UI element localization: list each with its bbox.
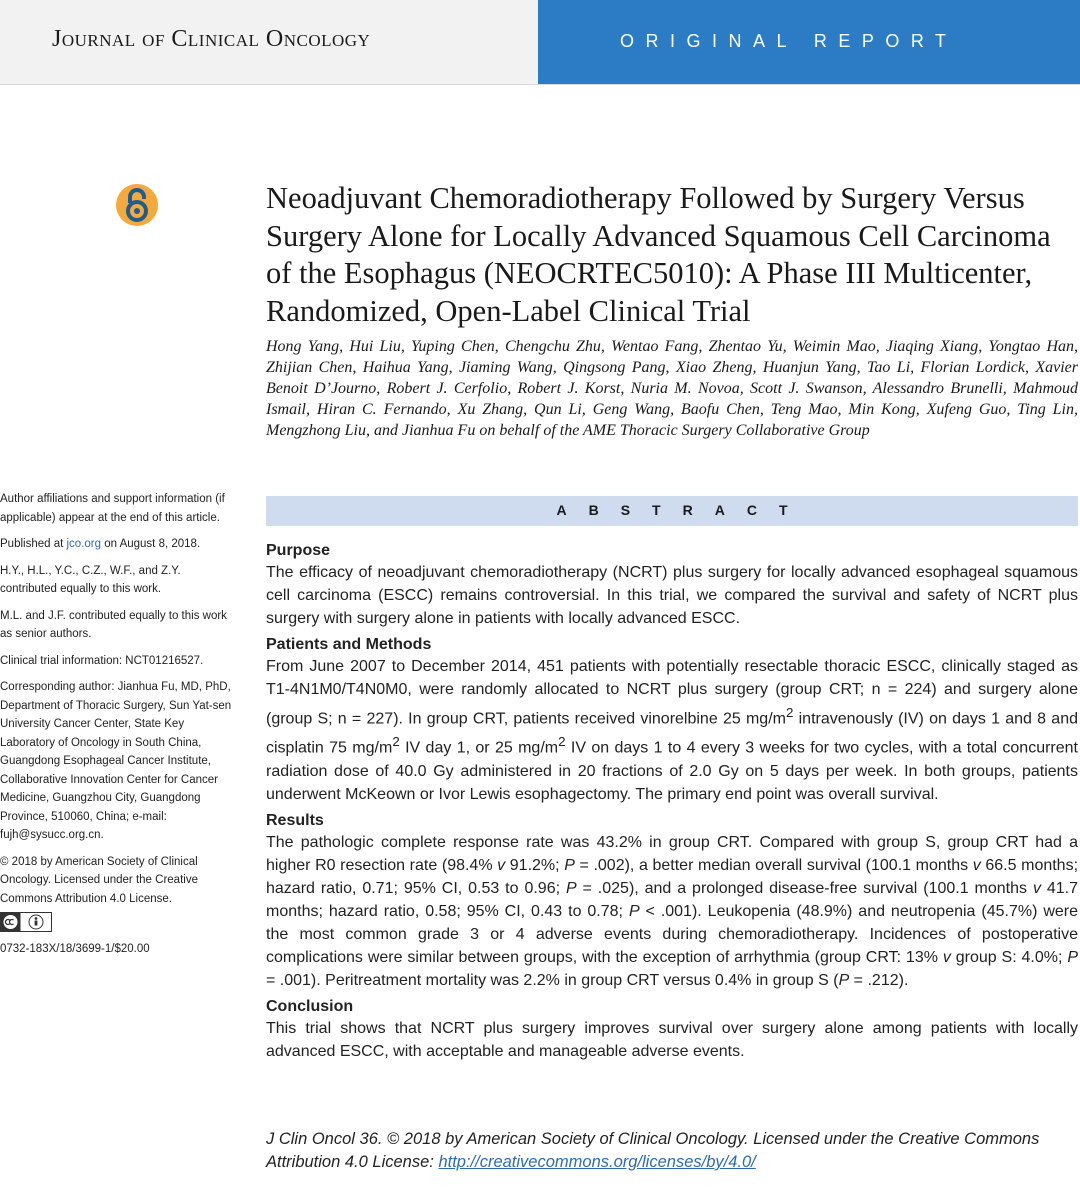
article-sidebar bbox=[0, 490, 232, 967]
trial-info: Clinical trial information: NCT01216527. bbox=[0, 654, 204, 667]
versus-symbol: v bbox=[497, 856, 506, 874]
affiliations-note: Author affiliations and support information (if applicable) appear at the end of this article. bbox=[0, 493, 225, 524]
results-part: group S: 4.0%; bbox=[950, 948, 1068, 966]
published-suffix: on August 8, 2018. bbox=[101, 538, 201, 550]
superscript: 2 bbox=[392, 734, 400, 750]
results-part: < .001). Leukopenia (48.9%) and neutropenia (45.7%) were the most common grade 3 or 4 adverse events during chemoradiotherapy. Incidences of postoperative complications were similar between groups, with the exception of arrhythmia (group CRT: 13% bbox=[266, 902, 1079, 966]
abstract-header-bar bbox=[266, 496, 1078, 526]
jco-link[interactable]: jco.org bbox=[66, 538, 102, 550]
results-part: = .002), a better median overall survival (100.1 months bbox=[574, 856, 973, 874]
journal-name: Journal of Clinical Oncology bbox=[52, 26, 371, 52]
versus-symbol: v bbox=[942, 948, 951, 966]
p-symbol: P bbox=[838, 971, 850, 989]
header-divider bbox=[0, 84, 1080, 85]
methods-part: intravenously (IV) on days 1 and 8 and cisplatin 75 mg/m bbox=[266, 710, 1078, 757]
methods-heading: Patients and Methods bbox=[266, 636, 432, 653]
journal-header bbox=[0, 0, 1080, 84]
methods-part: IV day 1, or 25 mg/m bbox=[399, 739, 559, 757]
methods-text bbox=[266, 655, 1078, 806]
senior-authors-note: M.L. and J.F. contributed equally to this work as senior authors. bbox=[0, 609, 227, 640]
citation-text: J Clin Oncol 36. © 2018 by American Society of Clinical Oncology. Licensed under the Creative Commons Attribution 4.0 License: bbox=[266, 1130, 1040, 1171]
open-access-icon bbox=[115, 183, 159, 227]
abstract-label: ABSTRACT bbox=[556, 502, 810, 518]
results-heading: Results bbox=[266, 811, 324, 829]
versus-symbol: v bbox=[972, 856, 981, 874]
corresponding-author: Corresponding author: Jianhua Fu, MD, PhD, Department of Thoracic Surgery, Sun Yat-sen University Cancer Center, State Key Laboratory of Oncology in South China, Guangdong Esophageal Cancer Institute, Collaborative Innovation Center for Cancer Medicine, Guangzhou City, Guangdong Province, 510060, China; e-mail: fujh@sysucc.org.cn. bbox=[0, 681, 232, 841]
citation-footer bbox=[266, 1128, 1078, 1174]
results-part: 91.2%; bbox=[505, 856, 565, 874]
p-symbol: P bbox=[1067, 948, 1079, 966]
methods-part: IV on days 1 to 4 every 3 weeks for two cycles, with a total concurrent radiation dose of 40.0 Gy administered in 20 fractions of 2.0 Gy on 5 days per week. In both groups, patients underwent McKeown or Ivor Lewis esophagectomy. The primary end point was overall survival. bbox=[266, 739, 1078, 803]
published-prefix: Published at bbox=[0, 538, 67, 550]
article-title: Neoadjuvant Chemoradiotherapy Followed by Surgery Versus Surgery Alone for Locally Advanced Squamous Cell Carcinoma of the Esophagus (NEOCRTEC5010): A Phase III Multicenter, Randomized, Open-Label Clinical Trial bbox=[266, 181, 1051, 328]
report-type-label: ORIGINAL REPORT bbox=[620, 31, 958, 51]
superscript: 2 bbox=[785, 705, 794, 720]
conclusion-heading: Conclusion bbox=[266, 997, 354, 1015]
author-list: Hong Yang, Hui Liu, Yuping Chen, Chengchu Zhu, Wentao Fang, Zhentao Yu, Weimin Mao, Jiaqing Xiang, Yongtao Han, Zhijian Chen, Haihua Yang, Jiaming Wang, Qingsong Pang, Xiao Zheng, Huanjun Yang, Tao Li, Florian Lordick, Xavier Benoit D’Journo, Robert J. Cerfolio, Robert J. Korst, Nuria M. Novoa, Scott J. Swanson, Alessandro Brunelli, Mahmoud Ismail, Hiran C. Fernando, Xu Zhang, Qun Li, Geng Wang, Baofu Chen, Teng Mao, Min Kong, Xufeng Guo, Ting Lin, Mengzhong Liu, and Jianhua Fu on behalf of the AME Thoracic Surgery Collaborative Group bbox=[266, 338, 1078, 439]
published-note bbox=[0, 535, 232, 554]
results-text bbox=[266, 831, 1078, 992]
header-left-panel bbox=[0, 0, 538, 84]
doi-code: 0732-183X/18/3699-1/$20.00 bbox=[0, 943, 150, 955]
versus-symbol: v bbox=[1032, 879, 1041, 897]
abstract-body bbox=[266, 540, 1078, 1067]
license-link[interactable]: http://creativecommons.org/licenses/by/4.0/ bbox=[438, 1153, 756, 1171]
purpose-text: The efficacy of neoadjuvant chemoradiotherapy (NCRT) plus surgery for locally advanced esophageal squamous cell carcinoma (ESCC) remains controversial. In this trial, we compared the survival and safety of NCRT plus surgery with surgery alone in patients with locally advanced ESCC. bbox=[266, 564, 1078, 627]
equal-contribution-note: H.Y., H.L., Y.C., C.Z., W.F., and Z.Y. contributed equally to this work. bbox=[0, 564, 181, 595]
p-symbol: P bbox=[564, 856, 575, 874]
superscript: 2 bbox=[558, 734, 566, 750]
p-symbol: P bbox=[628, 902, 640, 920]
header-right-panel bbox=[538, 0, 1080, 84]
results-part: = .001). Peritreatment mortality was 2.2% in group CRT versus 0.4% in group S ( bbox=[266, 971, 839, 989]
results-part: 41.7 months; hazard ratio, 0.58; 95% CI, 0.43 to 0.78; bbox=[266, 879, 1078, 920]
conclusion-text: This trial shows that NCRT plus surgery improves survival over surgery alone among patients with locally advanced ESCC, with acceptable and manageable adverse events. bbox=[266, 1019, 1078, 1060]
p-symbol: P bbox=[565, 879, 577, 897]
purpose-heading: Purpose bbox=[266, 542, 331, 559]
methods-part: From June 2007 to December 2014, 451 patients with potentially resectable thoracic ESCC, clinically staged as T1-4N1M0/T4N0M0, were randomly allocated to NCRT plus surgery (group CRT; n = 224) and surgery alone (group S; n = 227). In group CRT, patients received vinorelbine 25 mg/m bbox=[266, 658, 1078, 728]
results-part: = .025), and a prolonged disease-free survival (100.1 months bbox=[576, 879, 1033, 897]
results-part: = .212). bbox=[849, 971, 909, 989]
cc-by-icon bbox=[0, 912, 52, 932]
results-part: 66.5 months; hazard ratio, 0.71; 95% CI, 0.53 to 0.96; bbox=[266, 856, 1079, 897]
copyright-note: © 2018 by American Society of Clinical Oncology. Licensed under the Creative Commons Attribution 4.0 License. bbox=[0, 855, 198, 905]
results-part: The pathologic complete response rate was 43.2% in group CRT. Compared with group S, group CRT had a higher R0 resection rate (98.4% bbox=[266, 833, 1078, 874]
